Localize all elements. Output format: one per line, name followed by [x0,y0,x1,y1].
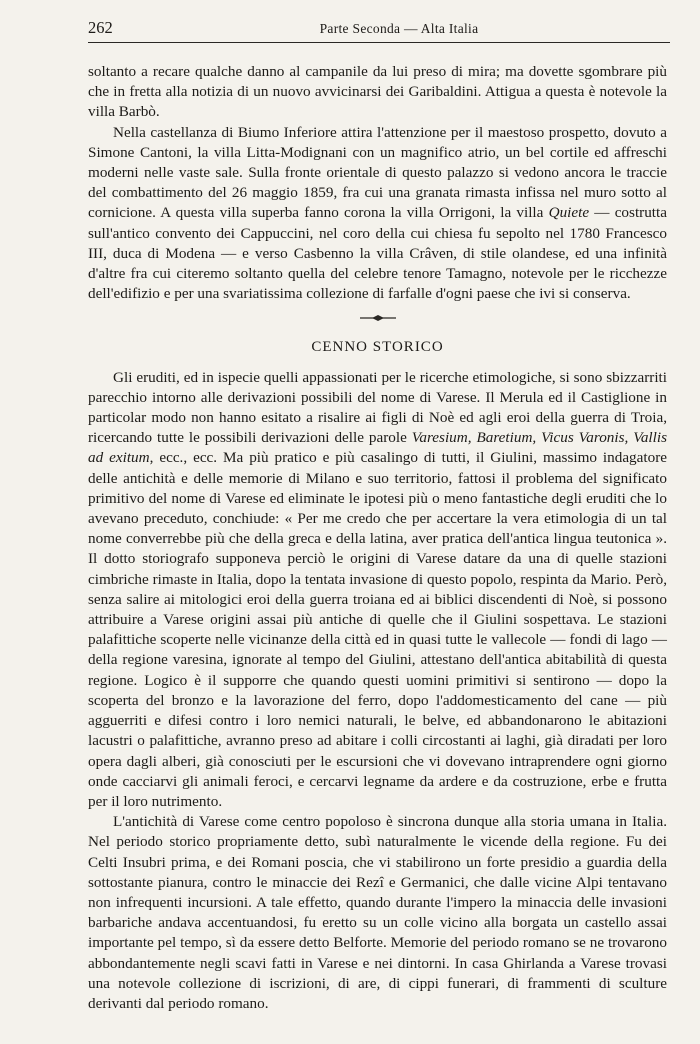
section-divider [88,307,667,329]
paragraph-biumo-inferiore: Nella castellanza di Biumo Inferiore attira l'attenzione per il maestoso prospetto, dovuto a Simone Cantoni, la villa Litta-Modignani con un magnifico atrio, un bel cortile ed affreschi moderni nelle vaste sale. Sulla fronte orientale di questo palazzo si vedono ancora le traccie del combattimento del 26 maggio 1859, fra cui una granata rimasta infissa nel muro sotto al cornicione. A questa villa superba fanno corona la villa Orrigoni, la villa Quiete — costrutta sull'antico convento dei Cappuccini, nel coro della cui chiesa fu sepolto nel 1780 Francesco III, duca di Modena — e verso Casbenno la villa Crâven, di stile olandese, ed una infinità d'altre fra cui citeremo soltanto quella del celebre tenore Tamagno, notevole per le ricchezze dell'edifizio e per una svariatissima collezione di farfalle d'ogni paese che ivi si conserva. [88,123,667,303]
paragraph-villa-barbo: soltanto a recare qualche danno al campanile da lui preso di mira; ma dovette sgombrare più che in fretta alla notizia di un nuovo avvicinarsi dei Garibaldini. Attigua a questa è notevole la villa Barbò. [88,63,667,121]
divider-ornament-icon [358,313,398,323]
running-title: Parte Seconda — Alta Italia [319,21,479,36]
italic-latin-terms: Varesium, Baretium, Vicus Varonis, Vallis ad exitum [88,429,667,467]
page-header [88,12,670,43]
page-number: 262 [88,18,113,37]
paragraph-antichita: L'antichità di Varese come centro popoloso è sincrona dunque alla storia umana in Italia. Nel periodo storico propriamente detto, subì naturalmente le vicende della regione. Fu dei Celti Insubri prima, e dei Romani poscia, che vi stabilirono un forte presidio a guardia della sottostante pianura, contro le minaccie dei Rezî e Germanici, che dalle vicine Alpi tentavano non infrequenti incursioni. A tale effetto, quando durante l'impero la minaccia delle invasioni barbariche andava accentuandosi, fu eretto su un colle vicino alla borgata un castello assai importante pel tempo, sì da essere detto Belforte. Memorie del periodo romano se ne trovarono abbondantemente negli scavi fatti in Varese e nei dintorni. In casa Ghirlanda a Varese trovasi una notevole collezione di iscrizioni, di are, di cippi funerari, di frammenti di sculture derivanti dal periodo romano. [88,813,667,1012]
body-text [88,62,667,1014]
italic-villa-name: Quiete [548,204,590,222]
section-title: CENNO STORICO [311,339,444,356]
paragraph-etimologia: Gli eruditi, ed in ispecie quelli appassionati per le ricerche etimologiche, si sono sbizzarriti parecchio intorno alle derivazioni possibili del nome di Varese. Il Merula ed il Castiglione in particolar modo non hanno esitato a risalire ai figli di Noè ed agli eroi della guerra di Troia, ricercando tutte le possibili derivazioni delle parole Varesium, Baretium, Vicus Varonis, Vallis ad exitum, ecc., ecc. Ma più pratico e più casalingo di tutti, il Giulini, massimo indagatore delle antichità e delle memorie di Milano e suo territorio, fattosi il problema del significato primitivo del nome di Varese ed eliminate le ipotesi più o meno fantastiche degli eruditi che lo avevano preceduto, conchiude: « Per me credo che per accertare la vera etimologia di un tal nome converrebbe più che della greca e della latina, aver pratica dell'antica lingua teutonica ». Il dotto storiografo supponeva perciò le origini di Varese datare da una di quelle stazioni cimbriche rimaste in Italia, dopo la tentata invasione di questo popolo, respinta da Mario. Però, senza salire ai mitologici eroi della guerra troiana ed ai biblici discendenti di Noè, si possono attribuire a Varese origini assai più antiche di quelle che il Giulini sospettava. Le stazioni palafittiche scoperte nelle vicinanze della città ed in quasi tutte le vallecole — fondi di lago — della regione varesina, ignorate al tempo del Giulini, attestano dell'antica abitabilità di questa regione. Logico è il supporre che quando questi uomini primitivi si sentirono — dopo la scoperta del bronzo e la lavorazione del ferro, dopo l'addomesticamento del cane — più agguerriti e difesi contro i loro nemici naturali, le belve, ed abbandonarono le abitazioni lacustri o palafittiche, avranno preso ad abitare i colli circostanti ai laghi, già diradati per loro opera dagli alberi, già conosciuti per le escursioni che vi dovevano intraprendere ogni giorno onde cacciarvi gli animali feroci, e cercarvi legname da ardere e da costruzione, erbe e frutta per il loro nutrimento. [88,368,668,810]
